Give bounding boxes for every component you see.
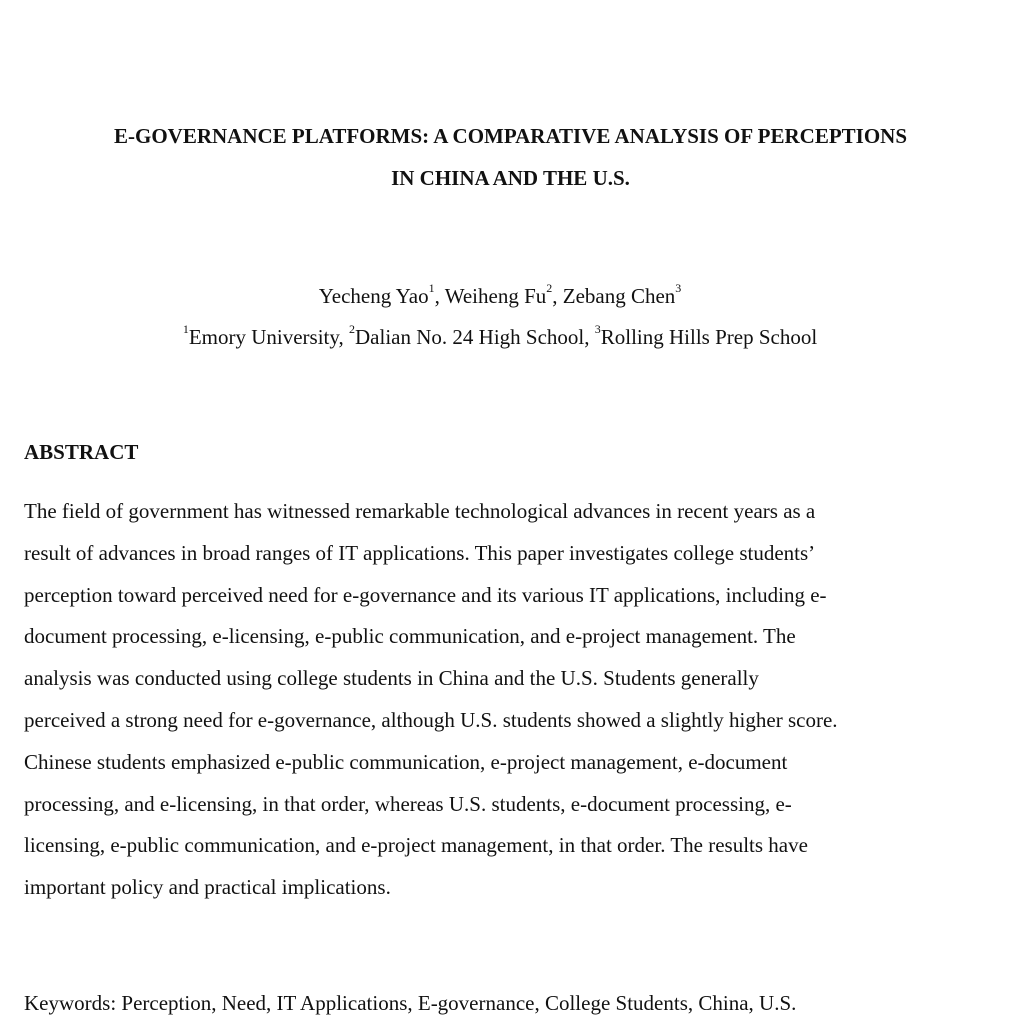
author-name: Yecheng Yao: [318, 284, 429, 308]
abstract-line: perception toward perceived need for e-governance and its various IT applications, including e-: [24, 583, 827, 607]
affiliation-marker: 1: [182, 322, 189, 336]
abstract-line: processing, and e-licensing, in that order, whereas U.S. students, e-document processing, e-: [24, 792, 792, 816]
abstract-line: Chinese students emphasized e-public communication, e-project management, e-document: [24, 750, 788, 774]
abstract-heading: ABSTRACT: [24, 440, 139, 464]
abstract-line: perceived a strong need for e-governance, although U.S. students showed a slightly higher score.: [24, 708, 838, 732]
affiliation-separator: ,: [338, 325, 350, 349]
author-name: Zebang Chen: [562, 284, 676, 308]
abstract-line: important policy and practical implications.: [24, 875, 391, 899]
affiliation-name: Dalian No. 24 High School: [355, 325, 585, 349]
affiliation-list: [0, 322, 1000, 350]
abstract-line: document processing, e-licensing, e-public communication, and e-project management. The: [24, 624, 796, 648]
keywords-line: Keywords: Perception, Need, IT Applications, E-governance, College Students, China, U.S.: [24, 991, 797, 1015]
abstract-line: result of advances in broad ranges of IT applications. This paper investigates college students’: [24, 541, 816, 565]
author-separator: ,: [552, 284, 563, 308]
paper-title-line-2: IN CHINA AND THE U.S.: [391, 166, 630, 190]
author-affiliation-marker: 1: [428, 281, 435, 295]
abstract-line: The field of government has witnessed remarkable technological advances in recent years as a: [24, 499, 816, 523]
author-affiliation-marker: 3: [675, 281, 682, 295]
abstract-line: analysis was conducted using college students in China and the U.S. Students generally: [24, 666, 759, 690]
affiliation-name: Rolling Hills Prep School: [600, 325, 818, 349]
affiliation-marker: 3: [594, 322, 601, 336]
abstract-line: licensing, e-public communication, and e-project management, in that order. The results have: [24, 833, 808, 857]
paper-title-line-1: E-GOVERNANCE PLATFORMS: A COMPARATIVE ANALYSIS OF PERCEPTIONS: [113, 124, 908, 148]
affiliation-marker: 2: [349, 322, 356, 336]
author-list: [0, 281, 1000, 309]
author-separator: ,: [434, 284, 445, 308]
affiliation-name: Emory University: [188, 325, 339, 349]
author-affiliation-marker: 2: [546, 281, 553, 295]
author-name: Weiheng Fu: [444, 284, 547, 308]
affiliation-separator: ,: [584, 325, 595, 349]
